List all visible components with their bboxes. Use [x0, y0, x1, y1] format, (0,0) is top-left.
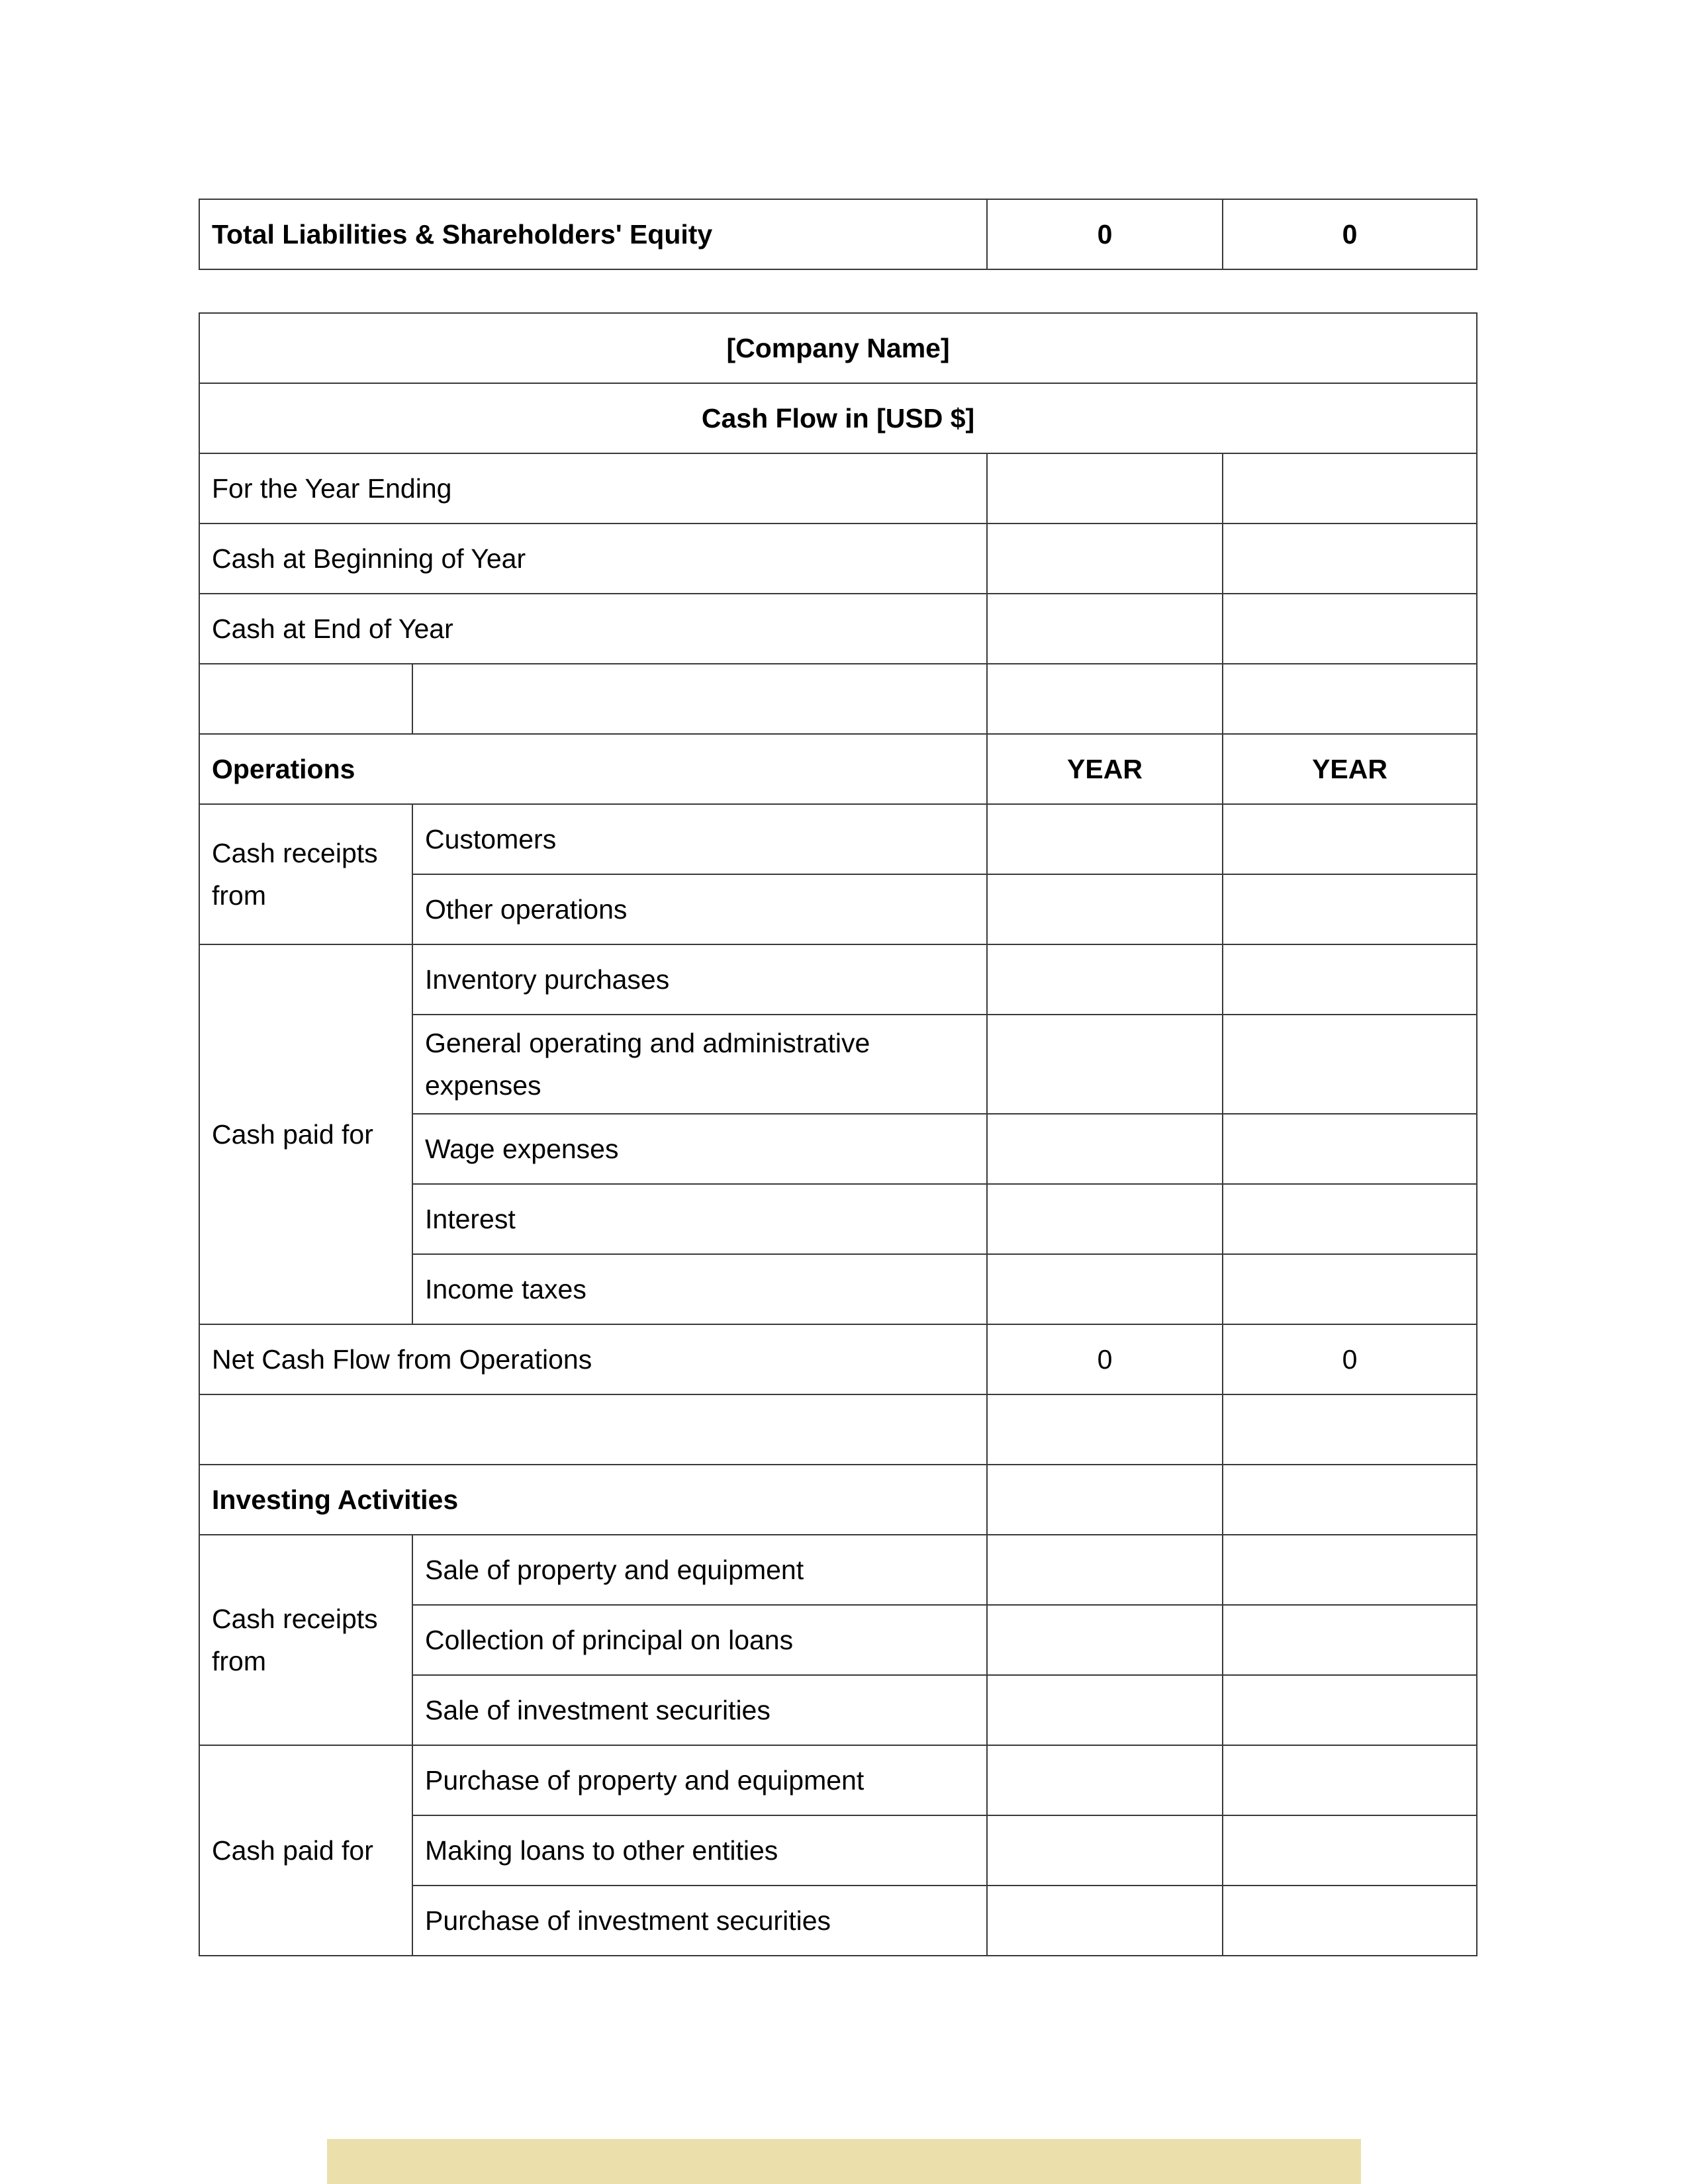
year-ending-year1-cell: [987, 453, 1223, 523]
line-item-label: Other operations: [412, 874, 987, 944]
cash-flow-title: Cash Flow in [USD $]: [199, 383, 1477, 453]
year2-cell: [1223, 1015, 1477, 1114]
year1-cell: [987, 1015, 1223, 1114]
line-item-label: Purchase of property and equipment: [412, 1745, 987, 1815]
line-item-label: Income taxes: [412, 1254, 987, 1324]
year1-cell: [987, 1114, 1223, 1184]
year2-cell: [1223, 1675, 1477, 1745]
year2-cell: [1223, 1114, 1477, 1184]
year1-cell: [987, 1184, 1223, 1254]
year2-cell: [1223, 1254, 1477, 1324]
total-liabilities-label: Total Liabilities & Shareholders' Equity: [199, 199, 987, 269]
blank-cell: [412, 664, 987, 734]
cash-end-year1-cell: [987, 594, 1223, 664]
investing-receipts-label: Cash receipts from: [199, 1535, 412, 1745]
blank-cell: [1223, 664, 1477, 734]
cash-beginning-label: Cash at Beginning of Year: [199, 523, 987, 594]
investing-heading: Investing Activities: [199, 1465, 987, 1535]
year1-cell: [987, 1254, 1223, 1324]
line-item-label: Making loans to other entities: [412, 1815, 987, 1886]
year2-cell: [1223, 1886, 1477, 1956]
net-cash-operations-year2: 0: [1223, 1324, 1477, 1394]
table-row: [199, 1745, 1477, 1815]
operations-heading: Operations: [199, 734, 987, 804]
year1-cell: [987, 1675, 1223, 1745]
line-item-label: Sale of investment securities: [412, 1675, 987, 1745]
year2-cell: [1223, 1745, 1477, 1815]
blank-cell: [987, 1394, 1223, 1465]
line-item-label: Sale of property and equipment: [412, 1535, 987, 1605]
year-ending-row: [199, 453, 1477, 523]
cash-flow-table: [199, 312, 1477, 1956]
net-cash-operations-label: Net Cash Flow from Operations: [199, 1324, 987, 1394]
total-liabilities-row: [199, 199, 1477, 269]
operations-header-row: [199, 734, 1477, 804]
blank-cell: [199, 664, 412, 734]
year2-header: YEAR: [1223, 734, 1477, 804]
year2-cell: [1223, 804, 1477, 874]
cash-beginning-row: [199, 523, 1477, 594]
cash-beginning-year2-cell: [1223, 523, 1477, 594]
cash-end-row: [199, 594, 1477, 664]
line-item-label: Customers: [412, 804, 987, 874]
cash-flow-title-row: [199, 383, 1477, 453]
total-liabilities-year2: 0: [1223, 199, 1477, 269]
cash-end-label: Cash at End of Year: [199, 594, 987, 664]
net-cash-operations-year1: 0: [987, 1324, 1223, 1394]
year2-cell: [1223, 1815, 1477, 1886]
footer-band: [327, 2139, 1361, 2184]
year1-cell: [987, 1605, 1223, 1675]
line-item-label: General operating and administrative expenses: [412, 1015, 987, 1114]
line-item-label: Collection of principal on loans: [412, 1605, 987, 1675]
year1-header: YEAR: [987, 734, 1223, 804]
year1-cell: [987, 1815, 1223, 1886]
year2-cell: [1223, 1184, 1477, 1254]
totals-table: [199, 199, 1477, 270]
cash-end-year2-cell: [1223, 594, 1477, 664]
year2-cell: [1223, 1605, 1477, 1675]
company-name-row: [199, 313, 1477, 383]
total-liabilities-year1: 0: [987, 199, 1223, 269]
table-row: [199, 944, 1477, 1015]
line-item-label: Purchase of investment securities: [412, 1886, 987, 1956]
operations-paid-label: Cash paid for: [199, 944, 412, 1324]
year1-cell: [987, 944, 1223, 1015]
blank-cell: [987, 1465, 1223, 1535]
blank-row: [199, 664, 1477, 734]
blank-cell: [1223, 1394, 1477, 1465]
investing-header-row: [199, 1465, 1477, 1535]
year-ending-year2-cell: [1223, 453, 1477, 523]
line-item-label: Interest: [412, 1184, 987, 1254]
line-item-label: Inventory purchases: [412, 944, 987, 1015]
year1-cell: [987, 1535, 1223, 1605]
year2-cell: [1223, 944, 1477, 1015]
year2-cell: [1223, 874, 1477, 944]
year1-cell: [987, 874, 1223, 944]
table-row: [199, 804, 1477, 874]
blank-cell: [987, 664, 1223, 734]
blank-cell: [199, 1394, 987, 1465]
year2-cell: [1223, 1535, 1477, 1605]
investing-paid-label: Cash paid for: [199, 1745, 412, 1956]
blank-cell: [1223, 1465, 1477, 1535]
table-row: [199, 1535, 1477, 1605]
year1-cell: [987, 1745, 1223, 1815]
year1-cell: [987, 1886, 1223, 1956]
cash-beginning-year1-cell: [987, 523, 1223, 594]
year-ending-label: For the Year Ending: [199, 453, 987, 523]
company-name: [Company Name]: [199, 313, 1477, 383]
year1-cell: [987, 804, 1223, 874]
spacer-row: [199, 1394, 1477, 1465]
net-cash-operations-row: [199, 1324, 1477, 1394]
operations-receipts-label: Cash receipts from: [199, 804, 412, 944]
line-item-label: Wage expenses: [412, 1114, 987, 1184]
